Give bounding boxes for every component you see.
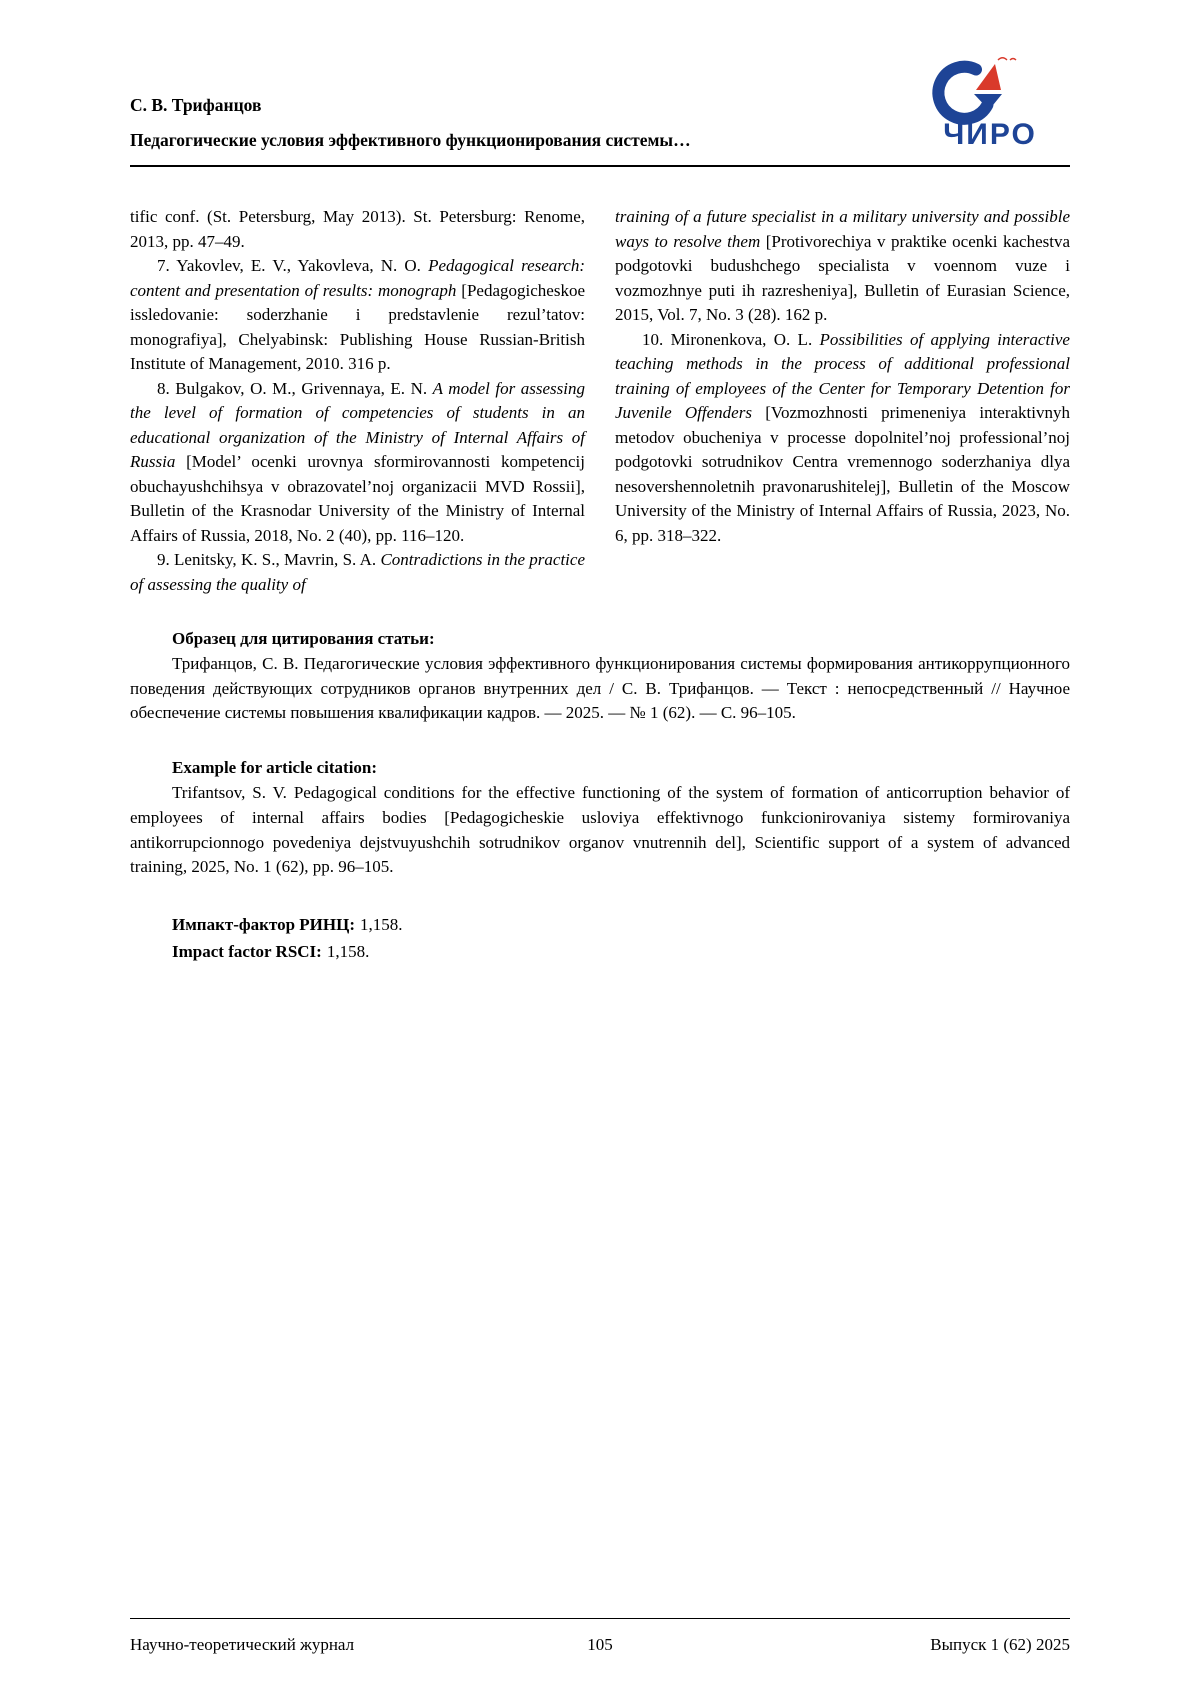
reference-paragraph — [615, 328, 1070, 549]
ref-segment: 7. Yakovlev, E. V., Yakovleva, N. O. — [157, 256, 429, 275]
ref-segment: [Pedagogicheskoe issledovanie: soderzhanie i predstavlenie rezul’tatov: monografiya], Chelyabinsk: Publishing House Russian-British Institute of Management, 2010. 316 p. — [130, 280, 585, 373]
header-text-block — [130, 95, 691, 157]
citation-en-section — [130, 756, 1070, 880]
citation-ru-text: Трифанцов, С. В. Педагогические условия эффективного функционирования системы формирования антикоррупционного поведения действующих сотрудников органов внутренних дел / С. В. Трифанцов. — Текст : непосредственный // Научное обеспечение системы повышения квалификации кадров. — 2025. — № 1 (62). — С. 96–105. — [130, 653, 1070, 723]
footer-issue: Выпуск 1 (62) 2025 — [930, 1635, 1070, 1654]
reference-paragraph — [615, 205, 1070, 328]
ref-segment-italic: training of a future specialist in a military university and possible ways to resolve them — [615, 207, 1070, 251]
journal-logo — [910, 52, 1070, 157]
impact-factor-block — [130, 912, 1070, 965]
logo-script-mark-icon — [998, 58, 1016, 60]
impact-factor-en-label: Impact factor RSCI: — [172, 941, 322, 961]
impact-factor-en-value: 1,158. — [326, 941, 370, 961]
reference-paragraph — [130, 254, 585, 377]
page-footer — [130, 1618, 1070, 1655]
citation-en-text: Trifantsov, S. V. Pedagogical conditions for the effective functioning of the system of formation of anticorruption behavior of employees of internal affairs bodies [Pedagogicheskie usloviya effektivnogo funkcionirovaniya sistemy formirovaniya antikorrupcionnogo povedeniya dejstvuyushchih sotrudnikov organov vnutrennih del], Scientific support of a system of advanced training, 2025, No. 1 (62), pp. 96–105. — [130, 782, 1070, 877]
reference-paragraph — [130, 205, 585, 254]
impact-factor-ru-value: 1,158. — [360, 915, 403, 935]
logo-ring-icon — [938, 67, 987, 119]
ref-segment-italic: Possibilities of applying interactive teaching methods in the process of additional professional training of employees of the Center for Temporary Detention for Juvenile Offenders — [615, 329, 1070, 422]
references-columns — [130, 205, 1070, 597]
ref-segment-italic: Pedagogical research: content and presentation of results: monograph — [130, 256, 585, 300]
ref-segment: 10. Mironenkova, O. L. — [642, 329, 820, 349]
footer-page-number: 105 — [587, 1635, 613, 1654]
page-header — [130, 0, 1070, 167]
ref-segment-italic: A model for assessing the level of formation of competencies of students in an educational organization of the Ministry of Internal Affairs of Russia — [130, 378, 585, 471]
references-column-left — [130, 205, 585, 597]
impact-factor-en — [130, 939, 1070, 966]
ref-segment: 9. Lenitsky, K. S., Mavrin, S. A. — [157, 550, 381, 569]
impact-factor-ru — [130, 912, 1070, 939]
logo-wordmark: ЧИРО — [943, 118, 1037, 151]
ref-segment: [Protivorechiya v praktike ocenki kachestva podgotovki budushchego specialista v voennom vuze i vozmozhnye puti ih razresheniya], Bulletin of Eurasian Science, 2015, Vol. 7, No. 3 (28). 162 p. — [615, 231, 1071, 324]
ref-segment: [Model’ ocenki urovnya sformirovannosti kompetencij obuchayushchihsya v obrazovatel’noj organizacii MVD Rossii], Bulletin of the Krasnodar University of the Ministry of Internal Affairs of Russia, 2018, No. 2 (40), pp. 116–120. — [130, 452, 585, 545]
references-column-right — [615, 205, 1070, 597]
ref-segment: [Vozmozhnosti primeneniya interaktivnyh metodov obucheniya v processe dopolnitel’noj professional’noj podgotovki sotrudnikov Centra vremennogo soderzhaniya dlya nesovershennoletnih pravonarushitelej], Bulletin of the Moscow University of the Ministry of Internal Affairs of Russia, 2023, No. 6, pp. 318–322. — [615, 403, 1070, 545]
citation-ru-section — [130, 627, 1070, 726]
header-author: С. В. Трифанцов — [130, 95, 262, 115]
reference-paragraph — [130, 548, 585, 597]
reference-paragraph — [130, 377, 585, 549]
journal-logo-graphic — [910, 52, 1070, 152]
footer-journal-name: Научно-теоретический журнал — [130, 1635, 355, 1654]
ref-segment-italic: Contradictions in the practice of assessing the quality of — [130, 550, 585, 594]
citation-en-heading: Example for article citation: — [172, 758, 378, 778]
ref-segment: tific conf. (St. Petersburg, May 2013). St. Petersburg: Renome, 2013, pp. 47–49. — [130, 207, 585, 251]
impact-factor-ru-label: Импакт-фактор РИНЦ: — [172, 915, 356, 935]
header-running-title: Педагогические условия эффективного функционирования системы… — [130, 130, 691, 150]
citation-ru-heading: Образец для цитирования статьи: — [172, 629, 435, 648]
ref-segment: 8. Bulgakov, O. M., Grivennaya, E. N. — [157, 378, 433, 398]
